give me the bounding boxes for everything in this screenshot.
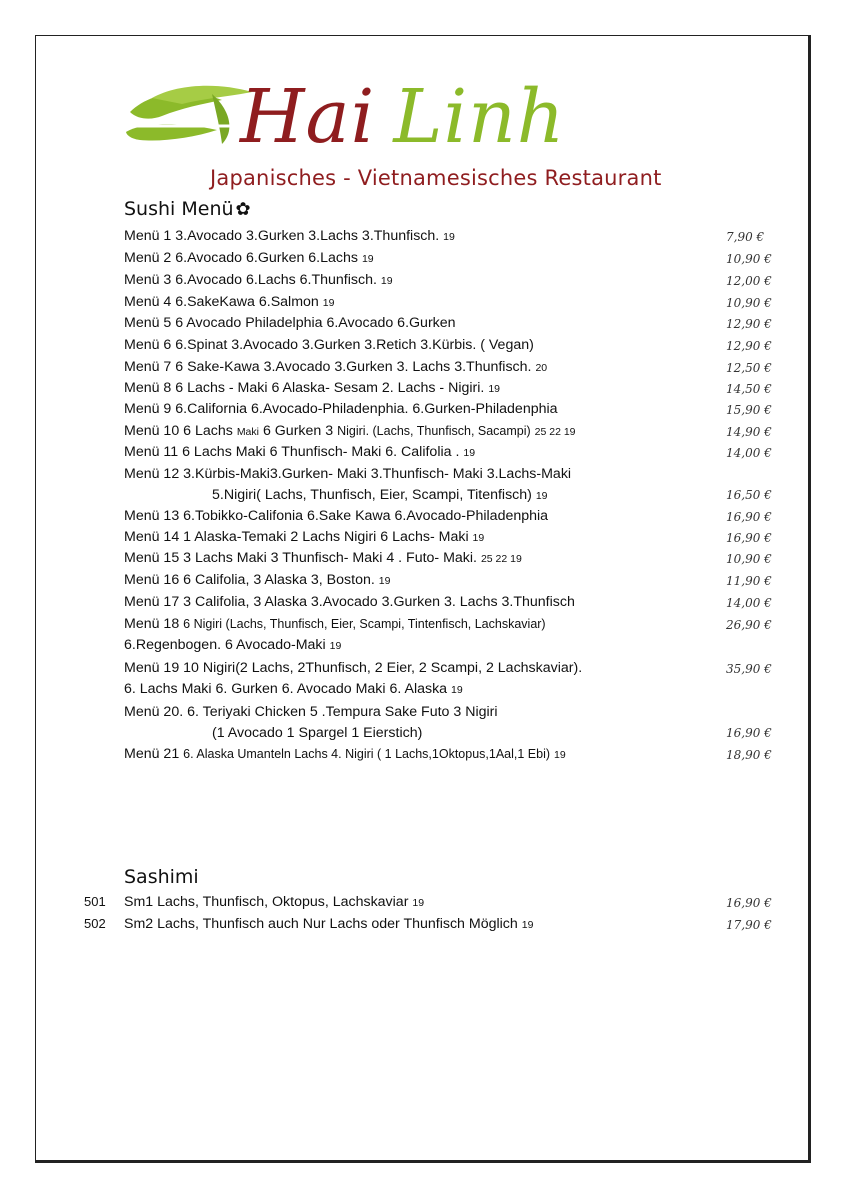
menu-item-label: Sm2 Lachs, Thunfisch auch Nur Lachs oder Thunfisch Möglich xyxy=(124,916,518,932)
sushi-menu-item xyxy=(124,702,774,744)
menu-item-label: Menü 5 6 Avocado Philadelphia 6.Avocado 6.Gurken xyxy=(124,315,456,331)
sashimi-item-number: 502 xyxy=(84,916,106,931)
menu-item-label: Menü 18 xyxy=(124,616,180,632)
sushi-menu-item xyxy=(124,506,774,527)
sashimi-menu-item xyxy=(124,914,774,935)
menu-item-text xyxy=(124,527,484,549)
menu-item-price: 10,90 € xyxy=(726,552,772,566)
menu-item-label: Menü 11 6 Lachs Maki 6 Thunfisch- Maki 6. Califolia . xyxy=(124,444,460,460)
menu-item-price: 16,90 € xyxy=(726,896,772,910)
sushi-menu-item xyxy=(124,357,774,378)
menu-item-price: 17,90 € xyxy=(726,918,772,932)
menu-item-text xyxy=(124,378,500,400)
menu-item-line2-text: 6.Regenbogen. 6 Avocado-Maki xyxy=(124,637,326,653)
sashimi-menu-item xyxy=(124,892,774,913)
menu-item-text xyxy=(124,442,475,464)
sushi-menu-item xyxy=(124,464,774,506)
menu-item-label-tail: 6. Alaska Umanteln Lachs 4. Nigiri ( 1 Lachs,1Oktopus,1Aal,1 Ebi) xyxy=(183,747,551,761)
menu-item-price: 26,90 € xyxy=(726,618,772,632)
menu-item-text xyxy=(124,226,455,248)
sushi-menu-item xyxy=(124,614,774,656)
sushi-menu-item xyxy=(124,313,774,334)
sushi-menu-item xyxy=(124,592,774,613)
menu-item-label: Menü 4 6.SakeKawa 6.Salmon xyxy=(124,294,319,310)
menu-item-text xyxy=(124,702,498,723)
menu-item-text xyxy=(124,506,548,527)
allergen-note: 19 xyxy=(521,919,534,931)
menu-item-price: 7,90 € xyxy=(726,230,765,244)
menu-item-line2-text: 5.Nigiri( Lachs, Thunfisch, Eier, Scampi, Titenfisch) xyxy=(212,487,532,503)
allergen-note: 19 xyxy=(412,897,425,909)
menu-item-label: Menü 1 3.Avocado 3.Gurken 3.Lachs 3.Thunfisch. xyxy=(124,228,440,244)
menu-item-text xyxy=(124,892,424,914)
sushi-menu-item xyxy=(124,658,774,700)
menu-item-price: 12,00 € xyxy=(726,274,772,288)
sushi-menu-item xyxy=(124,527,774,548)
allergen-note: 19 xyxy=(488,383,500,395)
sushi-menu-item xyxy=(124,442,774,463)
allergen-note: 19 xyxy=(322,297,335,309)
allergen-note: 19 xyxy=(378,575,391,587)
allergen-note: 25 22 19 xyxy=(534,426,576,438)
menu-item-price: 16,50 € xyxy=(726,488,772,502)
sashimi-item-number: 501 xyxy=(84,894,106,909)
menu-item-label: Sm1 Lachs, Thunfisch, Oktopus, Lachskaviar xyxy=(124,894,409,910)
menu-item-price: 16,90 € xyxy=(726,510,772,524)
menu-item-text xyxy=(124,914,533,936)
logo-subtitle: Japanisches - Vietnamesisches Restaurant xyxy=(210,166,662,190)
menu-item-line2 xyxy=(124,635,341,657)
menu-item-price: 10,90 € xyxy=(726,296,772,310)
allergen-note: 19 xyxy=(451,684,463,696)
menu-item-label: Menü 6 6.Spinat 3.Avocado 3.Gurken 3.Retich 3.Kürbis. ( Vegan) xyxy=(124,337,534,353)
menu-item-price: 14,90 € xyxy=(726,425,772,439)
menu-item-text xyxy=(124,357,547,379)
menu-item-price: 14,00 € xyxy=(726,596,772,610)
logo-name-linh: Linh xyxy=(393,74,566,160)
menu-item-price: 35,90 € xyxy=(726,662,772,676)
menu-item-label: Menü 2 6.Avocado 6.Gurken 6.Lachs xyxy=(124,250,358,266)
menu-item-text xyxy=(124,270,393,292)
sushi-menu-item xyxy=(124,548,774,569)
menu-item-label: Menü 9 6.California 6.Avocado-Philadenphia. 6.Gurken-Philadenphia xyxy=(124,401,558,417)
menu-item-label: Menü 14 1 Alaska-Temaki 2 Lachs Nigiri 6 Lachs- Maki xyxy=(124,529,469,545)
menu-item-label: Menü 17 3 Califolia, 3 Alaska 3.Avocado 3.Gurken 3. Lachs 3.Thunfisch xyxy=(124,594,575,610)
menu-item-text xyxy=(124,292,334,314)
allergen-note: 19 xyxy=(329,640,342,652)
menu-item-label: Menü 16 6 Califolia, 3 Alaska 3, Boston. xyxy=(124,572,375,588)
sashimi-section-title xyxy=(124,866,199,888)
menu-item-text xyxy=(124,658,582,679)
menu-item-label: Menü 15 3 Lachs Maki 3 Thunfisch- Maki 4 . Futo- Maki. xyxy=(124,550,477,566)
menu-item-text xyxy=(124,592,575,613)
menu-item-text xyxy=(124,421,576,443)
menu-item-text xyxy=(124,570,390,592)
allergen-note: 25 22 19 xyxy=(480,553,522,565)
menu-item-label: Menü 19 10 Nigiri(2 Lachs, 2Thunfisch, 2 Eier, 2 Scampi, 2 Lachskaviar). xyxy=(124,660,583,676)
allergen-note: 19 xyxy=(380,275,393,287)
sushi-title-text: Sushi Menü xyxy=(124,198,234,220)
sushi-menu-item xyxy=(124,248,774,269)
menu-item-price: 14,50 € xyxy=(726,382,772,396)
menu-item-label: Menü 20. 6. Teriyaki Chicken 5 .Tempura Sake Futo 3 Nigiri xyxy=(124,704,498,720)
sushi-menu-item xyxy=(124,335,774,356)
menu-item-text xyxy=(124,335,534,356)
menu-item-price: 12,50 € xyxy=(726,361,772,375)
allergen-note: 19 xyxy=(535,490,548,502)
menu-item-label: Menü 8 6 Lachs - Maki 6 Alaska- Sesam 2. Lachs - Nigiri. xyxy=(124,380,485,396)
allergen-note: 19 xyxy=(463,447,476,459)
menu-item-line2 xyxy=(124,679,463,701)
menu-item-label: Menü 12 3.Kürbis-Maki3.Gurken- Maki 3.Thunfisch- Maki 3.Lachs-Maki xyxy=(124,466,572,482)
sushi-menu-item xyxy=(124,570,774,591)
menu-item-price: 18,90 € xyxy=(726,748,772,762)
menu-item-price: 11,90 € xyxy=(726,574,772,588)
menu-item-label-tail: 6 Nigiri (Lachs, Thunfisch, Eier, Scampi, Tintenfisch, Lachskaviar) xyxy=(183,617,546,631)
restaurant-logo xyxy=(122,74,722,194)
menu-item-line2 xyxy=(212,485,548,507)
menu-item-text xyxy=(124,744,566,766)
menu-item-text xyxy=(124,548,522,570)
menu-item-line2-text: 6. Lachs Maki 6. Gurken 6. Avocado Maki 6. Alaska xyxy=(124,681,448,697)
menu-item-price: 10,90 € xyxy=(726,252,772,266)
menu-item-label: Menü 3 6.Avocado 6.Lachs 6.Thunfisch. xyxy=(124,272,377,288)
sushi-menu-item xyxy=(124,292,774,313)
sushi-section-title xyxy=(124,198,251,220)
menu-item-text xyxy=(124,464,571,485)
sushi-menu-item xyxy=(124,399,774,420)
allergen-note: 19 xyxy=(553,749,566,761)
menu-item-price: 12,90 € xyxy=(726,339,772,353)
menu-item-label-tail: Nigiri. (Lachs, Thunfisch, Sacampi) xyxy=(337,424,531,438)
allergen-note: 19 xyxy=(361,253,374,265)
menu-item-label: Menü 21 xyxy=(124,746,180,762)
menu-item-label: Menü 10 6 Lachs xyxy=(124,423,233,439)
menu-item-label: Menü 13 6.Tobikko-Califonia 6.Sake Kawa 6.Avocado-Philadenphia xyxy=(124,508,549,524)
flower-icon: ✿ xyxy=(235,199,251,220)
allergen-note: 19 xyxy=(443,231,455,243)
logo-name-hai: Hai xyxy=(240,74,376,160)
sushi-menu-item xyxy=(124,744,774,765)
menu-item-label-mid: 6 Gurken 3 xyxy=(262,423,334,439)
sushi-menu-item xyxy=(124,226,774,247)
menu-item-price: 15,90 € xyxy=(726,403,772,417)
logo-wordmark xyxy=(240,74,566,160)
menu-item-text xyxy=(124,248,374,270)
menu-item-text xyxy=(124,614,546,635)
menu-item-line2-text: (1 Avocado 1 Spargel 1 Eierstich) xyxy=(212,725,423,741)
menu-item-label-small: Maki xyxy=(236,426,259,438)
sushi-menu-item xyxy=(124,378,774,399)
sushi-menu-item xyxy=(124,270,774,291)
menu-item-price: 14,00 € xyxy=(726,446,772,460)
allergen-note: 20 xyxy=(535,362,548,374)
allergen-note: 19 xyxy=(472,532,485,544)
sashimi-title-text: Sashimi xyxy=(124,866,199,888)
menu-item-price: 12,90 € xyxy=(726,317,772,331)
menu-item-price: 16,90 € xyxy=(726,726,772,740)
menu-item-text xyxy=(124,313,456,334)
menu-item-label: Menü 7 6 Sake-Kawa 3.Avocado 3.Gurken 3. Lachs 3.Thunfisch. xyxy=(124,359,532,375)
menu-item-line2 xyxy=(212,723,422,744)
menu-item-price: 16,90 € xyxy=(726,531,772,545)
sushi-menu-item xyxy=(124,421,774,442)
menu-item-text xyxy=(124,399,558,420)
